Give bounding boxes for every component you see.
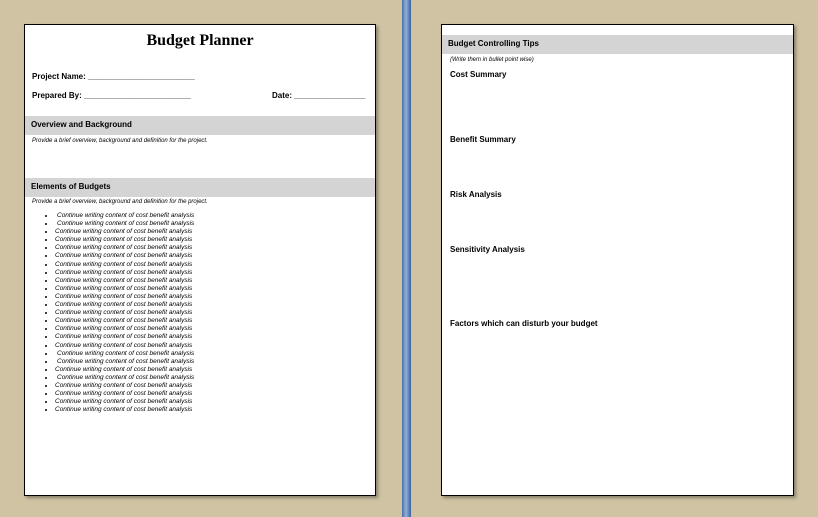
list-item: • Continue writing content of cost benefit analysis (55, 350, 194, 358)
project-name-value: ________________________ (88, 72, 195, 81)
list-item: • Continue writing content of cost benefit analysis (55, 212, 194, 220)
list-item: • Continue writing content of cost benefit analysis (55, 390, 194, 398)
risk-analysis-heading: Risk Analysis (450, 190, 502, 199)
overview-text: Provide a brief overview, background and definition for the project. (32, 138, 208, 144)
list-item: • Continue writing content of cost benefit analysis (55, 261, 194, 269)
list-item: • Continue writing content of cost benefit analysis (55, 342, 194, 350)
budget-disturbance-factors-heading: Factors which can disturb your budget (450, 319, 598, 328)
date-label: Date: (272, 91, 293, 100)
cost-summary-heading: Cost Summary (450, 70, 507, 79)
prepared-by-value: ________________________ (84, 91, 191, 100)
elements-bullet-list (37, 212, 194, 414)
list-item: • Continue writing content of cost benefit analysis (55, 277, 194, 285)
overview-heading: Overview and Background (25, 116, 375, 135)
controlling-tips-note: (Write them in bullet point wise) (450, 57, 534, 63)
list-item: • Continue writing content of cost benefit analysis (55, 374, 194, 382)
elements-heading: Elements of Budgets (25, 178, 375, 197)
list-item: • Continue writing content of cost benefit analysis (55, 301, 194, 309)
list-item: • Continue writing content of cost benefit analysis (55, 366, 194, 374)
list-item: • Continue writing content of cost benefit analysis (55, 293, 194, 301)
list-item: • Continue writing content of cost benefit analysis (55, 252, 194, 260)
date-field[interactable] (272, 91, 365, 100)
list-item: • Continue writing content of cost benefit analysis (55, 406, 194, 414)
project-name-label: Project Name: (32, 72, 86, 81)
prepared-by-label: Prepared By: (32, 91, 82, 100)
date-value: ________________ (294, 91, 366, 100)
project-name-field[interactable] (32, 72, 195, 81)
document-page-left (24, 24, 376, 496)
document-title: Budget Planner (146, 32, 254, 49)
list-item: • Continue writing content of cost benefit analysis (55, 269, 194, 277)
list-item: • Continue writing content of cost benefit analysis (55, 236, 194, 244)
list-item: • Continue writing content of cost benefit analysis (55, 325, 194, 333)
list-item: • Continue writing content of cost benefit analysis (55, 244, 194, 252)
list-item: • Continue writing content of cost benefit analysis (55, 309, 194, 317)
document-page-right (441, 24, 794, 496)
list-item: • Continue writing content of cost benefit analysis (55, 228, 194, 236)
list-item: • Continue writing content of cost benefit analysis (55, 285, 194, 293)
list-item: • Continue writing content of cost benefit analysis (55, 398, 194, 406)
controlling-tips-heading: Budget Controlling Tips (442, 35, 793, 54)
list-item: • Continue writing content of cost benefit analysis (55, 382, 194, 390)
page-divider (402, 0, 411, 517)
benefit-summary-heading: Benefit Summary (450, 135, 516, 144)
list-item: • Continue writing content of cost benefit analysis (55, 220, 194, 228)
list-item: • Continue writing content of cost benefit analysis (55, 317, 194, 325)
list-item: • Continue writing content of cost benefit analysis (55, 358, 194, 366)
prepared-by-field[interactable] (32, 91, 191, 100)
sensitivity-analysis-heading: Sensitivity Analysis (450, 245, 525, 254)
list-item: • Continue writing content of cost benefit analysis (55, 333, 194, 341)
elements-text: Provide a brief overview, background and definition for the project. (32, 199, 208, 205)
